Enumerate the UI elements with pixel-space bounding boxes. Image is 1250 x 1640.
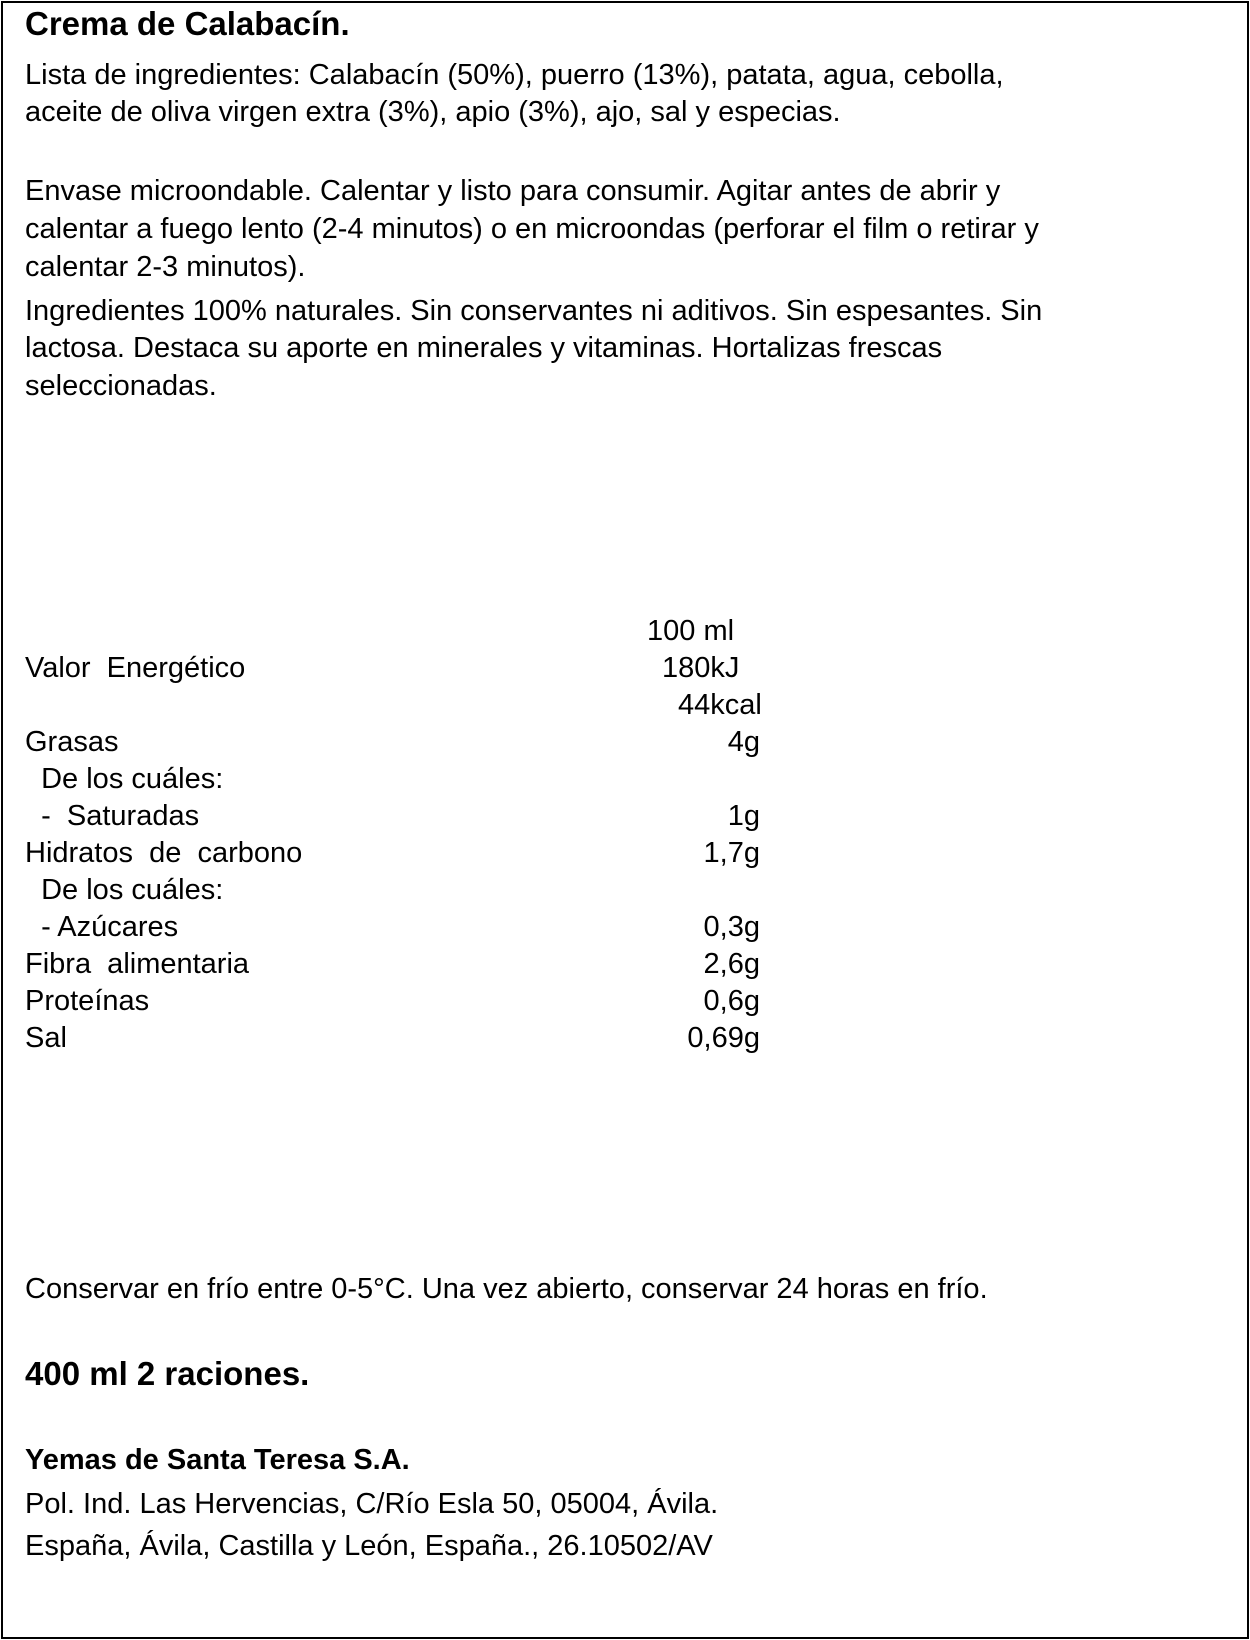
preparation-line: calentar 2-3 minutos).: [25, 251, 306, 283]
nutrition-row: [25, 687, 845, 724]
nutrition-row: [25, 835, 845, 872]
product-title: Crema de Calabacín.: [25, 5, 350, 42]
nutrition-row: [25, 909, 845, 946]
claims-line: Ingredientes 100% naturales. Sin conservantes ni aditivos. Sin espesantes. Sin: [25, 295, 1043, 327]
nutrition-row: [25, 1020, 845, 1057]
manufacturer-address: Pol. Ind. Las Hervencias, C/Río Esla 50, 05004, Ávila.: [25, 1488, 719, 1520]
claims-line: lactosa. Destaca su aporte en minerales y vitaminas. Hortalizas frescas: [25, 332, 943, 364]
ingredients-line: Lista de ingredientes: Calabacín (50%), puerro (13%), patata, agua, cebolla,: [25, 59, 1004, 91]
nutrition-label: De los cuáles:: [25, 874, 224, 906]
nutrition-value: 0,6g: [703, 985, 760, 1017]
preparation-line: Envase microondable. Calentar y listo para consumir. Agitar antes de abrir y: [25, 175, 1001, 207]
net-content: 400 ml 2 raciones.: [25, 1355, 310, 1392]
nutrition-row: [25, 872, 845, 909]
nutrition-label: Fibra alimentaria: [25, 948, 250, 980]
nutrition-row: [25, 946, 845, 983]
nutrition-per: 100 ml: [647, 615, 735, 647]
nutrition-header: [25, 613, 845, 650]
nutrition-label: Valor Energético: [25, 652, 246, 684]
nutrition-value: 0,3g: [703, 911, 760, 943]
nutrition-value: 1,7g: [703, 837, 760, 869]
nutrition-row: [25, 724, 845, 761]
preparation-line: calentar a fuego lento (2-4 minutos) o en microondas (perforar el film o retirar y: [25, 213, 1039, 245]
claims-line: seleccionadas.: [25, 370, 217, 402]
nutrition-value: 1g: [727, 800, 760, 832]
nutrition-label: Hidratos de carbono: [25, 837, 303, 869]
nutrition-row: [25, 798, 845, 835]
manufacturer-name: Yemas de Santa Teresa S.A.: [25, 1444, 410, 1476]
nutrition-row: [25, 983, 845, 1020]
nutrition-value: 2,6g: [703, 948, 760, 980]
manufacturer-address: España, Ávila, Castilla y León, España., 26.10502/AV: [25, 1530, 713, 1562]
nutrition-value: 4g: [727, 726, 760, 758]
nutrition-value: 0,69g: [687, 1022, 760, 1054]
nutrition-label: De los cuáles:: [25, 763, 224, 795]
nutrition-label: Sal: [25, 1022, 67, 1054]
nutrition-row: [25, 650, 845, 687]
nutrition-label: - Azúcares: [25, 911, 179, 943]
nutrition-label: Proteínas: [25, 985, 150, 1017]
nutrition-label: Grasas: [25, 726, 119, 758]
nutrition-value: 180kJ: [662, 652, 740, 684]
ingredients-line: aceite de oliva virgen extra (3%), apio (3%), ajo, sal y especias.: [25, 96, 841, 128]
nutrition-label: - Saturadas: [25, 800, 200, 832]
nutrition-value: 44kcal: [678, 689, 762, 721]
nutrition-row: [25, 761, 845, 798]
storage-instructions: Conservar en frío entre 0-5°C. Una vez abierto, conservar 24 horas en frío.: [25, 1273, 988, 1305]
